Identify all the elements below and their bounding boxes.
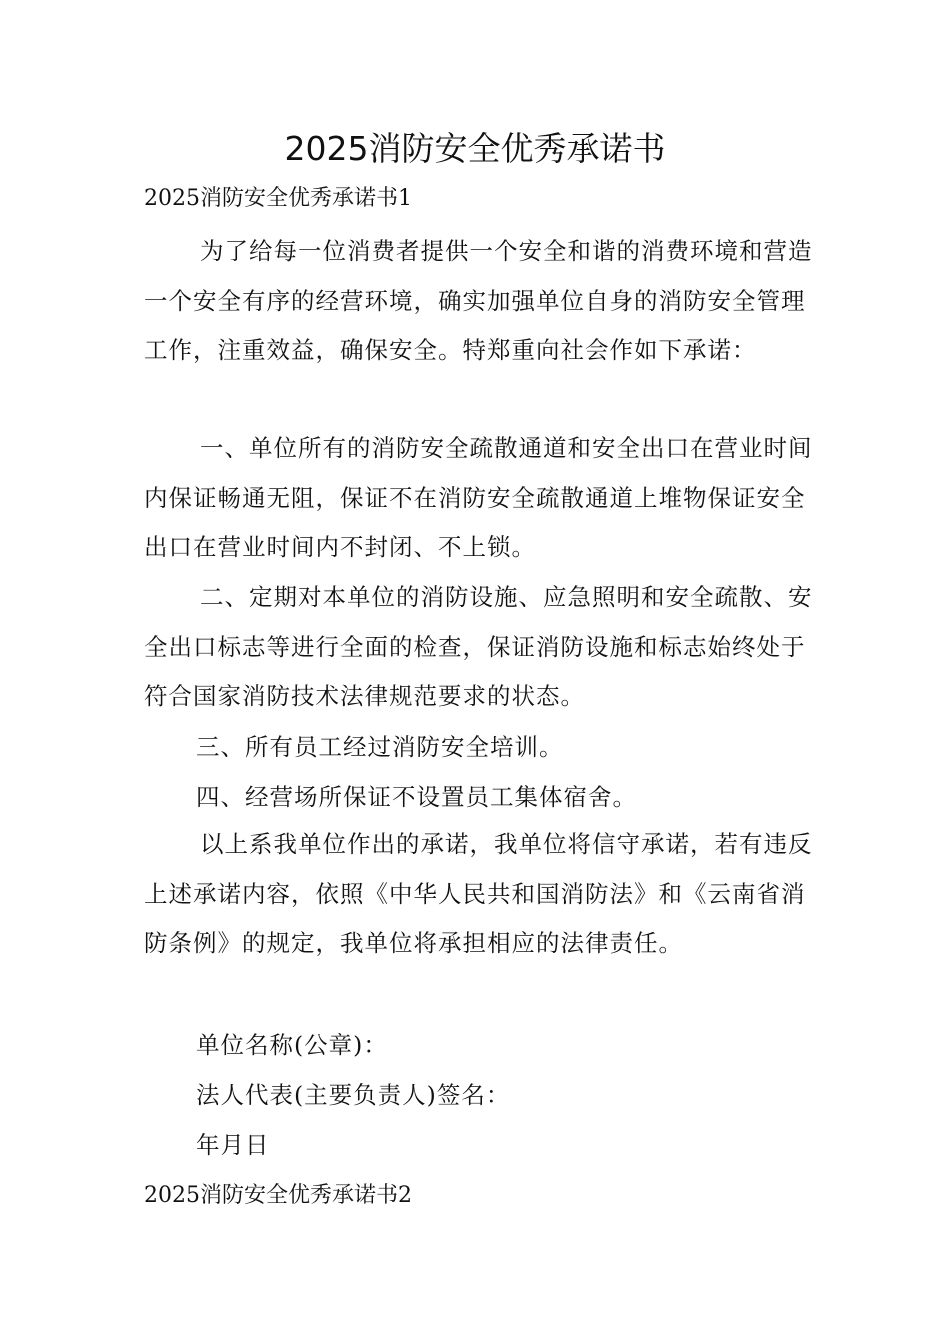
section-heading-1: 2025消防安全优秀承诺书1	[144, 186, 412, 211]
section-heading-2: 2025消防安全优秀承诺书2	[144, 1183, 412, 1208]
paragraph-item-2: 二、定期对本单位的消防设施、应急照明和安全疏散、安全出口标志等进行全面的检查，保证消防设施和标志始终处于符合国家消防技术法律规范要求的状态。	[144, 583, 813, 710]
paragraph-conclusion: 以上系我单位作出的承诺，我单位将信守承诺，若有违反上述承诺内容，依照《中华人民共和国消防法》和《云南省消防条例》的规定，我单位将承担相应的法律责任。	[144, 830, 813, 957]
paragraph-item-3: 三、所有员工经过消防安全培训。	[196, 733, 564, 761]
signature-unit-name: 单位名称(公章)：	[196, 1031, 388, 1059]
signature-legal-rep: 法人代表(主要负责人)签名：	[196, 1081, 511, 1109]
paragraph-item-4: 四、经营场所保证不设置员工集体宿舍。	[196, 783, 637, 811]
document-title: 2025消防安全优秀承诺书	[284, 129, 666, 168]
paragraph-intro: 为了给每一位消费者提供一个安全和谐的消费环境和营造一个安全有序的经营环境，确实加强单位自身的消防安全管理工作，注重效益，确保安全。特郑重向社会作如下承诺：	[144, 237, 813, 364]
signature-date: 年月日	[196, 1131, 270, 1159]
paragraph-item-1: 一、单位所有的消防安全疏散通道和安全出口在营业时间内保证畅通无阻，保证不在消防安全疏散通道上堆物保证安全出口在营业时间内不封闭、不上锁。	[144, 434, 813, 561]
